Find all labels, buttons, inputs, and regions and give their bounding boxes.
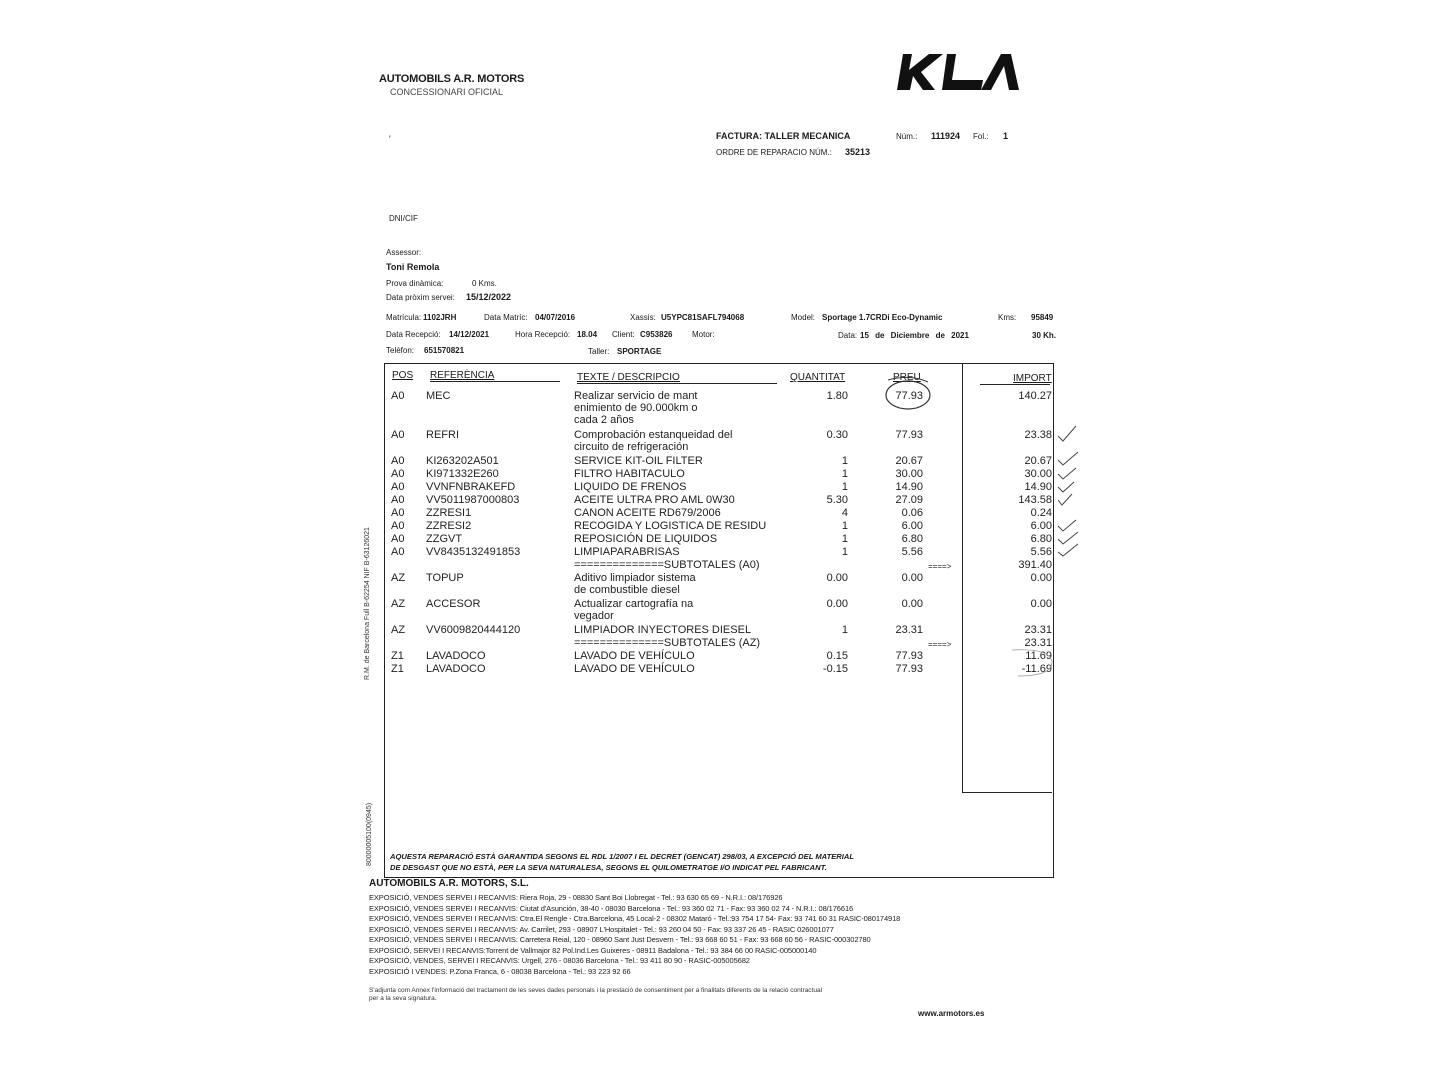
side-registry: R.M. de Barcelona Full B-62254 NIF B-63126021 — [364, 527, 371, 680]
row-description: enimiento de 90.000km o — [574, 402, 698, 414]
date-value: 15 de Diciembre de 2021 — [860, 331, 969, 340]
row-quantity: 5.30 — [826, 494, 848, 506]
subtotal-arrow: ====> — [928, 562, 952, 571]
side-code: 80000005100(0945) — [366, 802, 373, 866]
row-reference: MEC — [426, 390, 451, 402]
row-pos: AZ — [391, 598, 406, 610]
row-pos: A0 — [391, 468, 405, 480]
row-price: 77.93 — [895, 429, 923, 441]
row-reference: ZZRESI2 — [426, 520, 472, 532]
row-description: REPOSICIÓN DE LIQUIDOS — [574, 533, 718, 545]
row-pos: A0 — [391, 429, 405, 441]
row-pos: A0 — [391, 507, 405, 519]
reg-date-value: 04/07/2016 — [535, 313, 576, 322]
row-quantity: 1 — [841, 455, 848, 467]
row-import: 391.40 — [1018, 559, 1052, 571]
row-quantity: 1 — [841, 468, 848, 480]
footer-address-line: EXPOSICIÓ, VENDES SERVEI I RECANVIS: Ctra.El Rengle - Ctra.Barcelona, 45 Local-2 - 08302 Mataró - Tel.:93 754 17 54- Fax: 93 741 60 31 RASIC-080174918 — [369, 914, 901, 923]
row-import: 0.00 — [1030, 598, 1052, 610]
row-description: ==============SUBTOTALES (A0) — [574, 559, 760, 571]
row-reference: KI263202A501 — [426, 455, 499, 467]
price-circle-mark — [886, 381, 930, 409]
footer-address-line: EXPOSICIÓ, VENDES SERVEI I RECANVIS: Riera Roja, 29 - 08830 Sant Boi Llobregat - Tel.: 93 630 65 69 - N.R.I.: 08/176926 — [369, 893, 783, 902]
row-pos: A0 — [391, 481, 405, 493]
row-description: LIMPIADOR INYECTORES DIESEL — [574, 624, 752, 636]
row-price: 30.00 — [895, 468, 923, 480]
privacy-line-2: per a la seva signatura. — [369, 995, 437, 1002]
row-description: Aditivo limpiador sistema — [574, 572, 696, 584]
invoice-label: FACTURA: TALLER MECANICA — [716, 131, 851, 141]
row-description: vegador — [574, 610, 614, 622]
lavado-bracket-mark — [1012, 650, 1052, 676]
assessor-label: Assessor: — [386, 248, 422, 257]
row-import: 140.27 — [1018, 390, 1052, 402]
row-description: LAVADO DE VEHÍCULO — [574, 663, 695, 675]
row-import: 23.38 — [1024, 429, 1052, 441]
row-description: Realizar servicio de mant — [574, 390, 698, 402]
footer-address-line: EXPOSICIÓ, VENDES SERVEI I RECANVIS: Av. Carrilet, 293 - 08907 L'Hospitalet - Tel.: 93 260 04 50 - Fax: 93 337 26 45 - RASIC 026001077 — [369, 924, 834, 934]
row-quantity: 1 — [841, 546, 848, 558]
row-price: 0.00 — [901, 598, 923, 610]
row-price: 77.93 — [895, 663, 923, 675]
motor-label: Motor: — [692, 330, 715, 339]
reception-time-label: Hora Recepció: — [515, 330, 571, 339]
row-reference: LAVADOCO — [426, 663, 486, 675]
plate-label: Matrícula: — [386, 313, 422, 322]
row-import: -11.69 — [1021, 663, 1052, 675]
row-pos: A0 — [391, 494, 405, 506]
row-price: 6.80 — [901, 533, 923, 545]
row-pos: AZ — [391, 572, 406, 584]
kms-label: Kms: — [998, 313, 1017, 322]
row-import: 0.00 — [1030, 572, 1052, 584]
phone-label: Telèfon: — [386, 346, 415, 355]
guarantee-line-2: DE DESGAST QUE NO ESTÀ, PER LA SEVA NATURALESA, SEGONS EL QUILOMETRATGE I/O INDICAT PEL FABRICANT. — [390, 863, 827, 872]
fol-value: 1 — [1003, 131, 1009, 141]
row-reference: REFRI — [426, 429, 459, 441]
row-price: 27.09 — [895, 494, 923, 506]
row-reference: LAVADOCO — [426, 650, 486, 662]
row-reference: VVNFNBRAKEFD — [426, 481, 516, 493]
row-description: RECOGIDA Y LOGISTICA DE RESIDU — [574, 520, 767, 532]
company-name: AUTOMOBILS A.R. MOTORS — [379, 73, 525, 85]
row-description: CANON ACEITE RD679/2006 — [574, 507, 721, 519]
row-quantity: 4 — [841, 507, 848, 519]
footer-address-line: EXPOSICIÓ, VENDES, SERVEI I RECANVIS: Urgell, 276 - 08036 Barcelona - Tel.: 93 411 80 90 - RASIC-005005682 — [369, 956, 750, 965]
prova-value: 0 Kms. — [472, 279, 497, 288]
row-description: LIQUIDO DE FRENOS — [574, 481, 687, 493]
client-value: C953826 — [640, 330, 673, 339]
col-header-ref: REFERÈNCIA — [430, 370, 495, 381]
row-description: SERVICE KIT-OIL FILTER — [574, 455, 703, 467]
row-price: 14.90 — [895, 481, 923, 493]
model-value: Sportage 1.7CRDi Eco-Dynamic — [822, 313, 943, 322]
row-quantity: 0.00 — [826, 572, 848, 584]
workshop-value: SPORTAGE — [617, 347, 662, 356]
reception-date-value: 14/12/2021 — [449, 330, 490, 339]
row-pos: A0 — [391, 546, 405, 558]
row-description: circuito de refrigeración — [574, 441, 689, 453]
row-import: 14.90 — [1024, 481, 1052, 493]
row-pos: A0 — [391, 520, 405, 532]
col-header-price: PREU — [893, 372, 921, 383]
privacy-line-1: S'adjunta com Annex l'informació del tractament de les seves dades personals i la prestació de consentiment per a finalitats diferents de la relació contractual — [369, 987, 823, 994]
row-import: 5.56 — [1030, 546, 1052, 558]
workshop-label: Taller: — [588, 347, 610, 356]
km-extra: 30 Kh. — [1032, 331, 1057, 340]
row-import: 23.31 — [1024, 637, 1052, 649]
date-label: Data: — [838, 331, 858, 340]
row-pos: Z1 — [391, 663, 404, 675]
chassis-label: Xassis: — [630, 313, 656, 322]
stray-mark: ' — [389, 134, 391, 144]
row-pos: A0 — [391, 390, 405, 402]
invoice-num: 111924 — [931, 131, 961, 141]
row-quantity: 1 — [841, 481, 848, 493]
dni-label: DNI/CIF — [389, 214, 418, 223]
phone-value: 651570821 — [424, 346, 465, 355]
row-quantity: 1 — [841, 533, 848, 545]
row-import: 6.00 — [1030, 520, 1052, 532]
row-quantity: 1 — [841, 624, 848, 636]
check-marks — [1058, 426, 1078, 556]
order-label: ORDRE DE REPARACIO NÚM.: — [716, 148, 832, 157]
row-pos: AZ — [391, 624, 406, 636]
order-number: 35213 — [845, 147, 871, 157]
row-import: 20.67 — [1024, 455, 1052, 467]
reception-time-value: 18.04 — [577, 330, 598, 339]
row-quantity: 0.30 — [826, 429, 848, 441]
fol-label: Fol.: — [973, 132, 989, 141]
invoice-num-label: Núm.: — [896, 132, 918, 141]
row-price: 5.56 — [901, 546, 923, 558]
row-reference: ZZGVT — [426, 533, 463, 545]
row-price: 77.93 — [895, 650, 923, 662]
company-subtitle: CONCESSIONARI OFICIAL — [390, 87, 504, 97]
row-description: cada 2 años — [574, 414, 634, 426]
row-description: de combustible diesel — [574, 584, 680, 596]
guarantee-line-1: AQUESTA REPARACIÓ ESTÀ GARANTIDA SEGONS EL RDL 1/2007 I EL DECRET (GENCAT) 298/03, A EXCEPCIÓ DEL MATERIAL — [390, 852, 854, 861]
row-pos: A0 — [391, 533, 405, 545]
reception-date-label: Data Recepció: — [386, 330, 441, 339]
row-import: 30.00 — [1024, 468, 1052, 480]
assessor-name: Toni Remola — [386, 262, 440, 272]
row-quantity: 1 — [841, 520, 848, 532]
row-description: LIMPIAPARABRISAS — [574, 546, 680, 558]
row-reference: VV6009820444120 — [426, 624, 521, 636]
kms-value: 95849 — [1031, 313, 1054, 322]
row-import: 23.31 — [1024, 624, 1052, 636]
row-quantity: 1.80 — [826, 390, 848, 402]
next-service-date: 15/12/2022 — [466, 292, 512, 302]
model-label: Model: — [791, 313, 816, 322]
col-header-qty: QUANTITAT — [790, 372, 846, 383]
row-description: LAVADO DE VEHÍCULO — [574, 650, 695, 662]
row-description: Actualizar cartografía na — [574, 598, 694, 610]
prova-label: Prova dinàmica: — [386, 279, 444, 288]
row-quantity: 0.15 — [826, 650, 848, 662]
row-description: ==============SUBTOTALES (AZ) — [574, 637, 761, 649]
footer-address-line: EXPOSICIÓ, VENDES SERVEI I RECANVIS: Carretera Reial, 120 - 08960 Sant Just Desvern - Tel.: 93 668 60 51 - Fax: 93 668 60 56 - RASIC-000302780 — [369, 935, 871, 944]
row-price: 0.00 — [901, 572, 923, 584]
footer-address-line: EXPOSICIÓ, SERVEI I RECANVIS:Torrent de Vallmajor 82 Pol.Ind.Les Guixeres - 08911 Badalona - Tel.: 93 384 66 00 RASIC-005000140 — [369, 945, 817, 955]
row-description: FILTRO HABITACULO — [574, 468, 685, 480]
row-quantity: 0.00 — [826, 598, 848, 610]
chassis-value: U5YPC81SAFL794068 — [661, 313, 745, 322]
col-header-import: IMPORT — [1013, 373, 1052, 384]
row-import: 0.24 — [1030, 507, 1052, 519]
row-description: Comprobación estanqueidad del — [574, 429, 733, 441]
row-pos: Z1 — [391, 650, 404, 662]
row-price: 23.31 — [895, 624, 923, 636]
row-reference: ZZRESI1 — [426, 507, 472, 519]
row-pos: A0 — [391, 455, 405, 467]
row-reference: VV5011987000803 — [426, 494, 520, 506]
footer-company: AUTOMOBILS A.R. MOTORS, S.L. — [369, 878, 529, 889]
row-description: ACEITE ULTRA PRO AML 0W30 — [574, 494, 735, 506]
row-price: 0.06 — [901, 507, 923, 519]
col-header-pos: POS — [392, 370, 414, 381]
next-service-label: Data pròxim servei: — [386, 293, 455, 302]
subtotal-arrow: ====> — [928, 640, 952, 649]
footer-address-line: EXPOSICIÓ I VENDES: P.Zona Franca, 6 - 08038 Barcelona - Tel.: 93 223 92 66 — [369, 966, 631, 976]
row-price: 6.00 — [901, 520, 923, 532]
row-reference: TOPUP — [426, 572, 464, 584]
row-reference: VV8435132491853 — [426, 546, 521, 558]
row-import: 143.58 — [1018, 494, 1052, 506]
plate-value: 1102JRH — [423, 313, 457, 322]
reg-date-label: Data Matríc: — [484, 313, 528, 322]
row-import: 11.69 — [1025, 650, 1052, 662]
row-price: 20.67 — [895, 455, 923, 467]
row-price: 77.93 — [895, 390, 923, 402]
client-label: Client: — [612, 330, 635, 339]
row-reference: ACCESOR — [426, 598, 481, 610]
website-link[interactable]: www.armotors.es — [918, 1009, 985, 1018]
row-quantity: -0.15 — [822, 663, 848, 675]
row-reference: KI971332E260 — [426, 468, 499, 480]
col-header-desc: TEXTE / DESCRIPCIO — [577, 372, 680, 383]
row-import: 6.80 — [1030, 533, 1052, 545]
footer-address-line: EXPOSICIÓ, VENDES SERVEI I RECANVIS: Ciutat d'Asunción, 38-40 - 08030 Barcelona - Tel.: 93 360 02 71 - Fax: 93 360 02 74 - N.R.I.: 08/176616 — [369, 903, 854, 913]
